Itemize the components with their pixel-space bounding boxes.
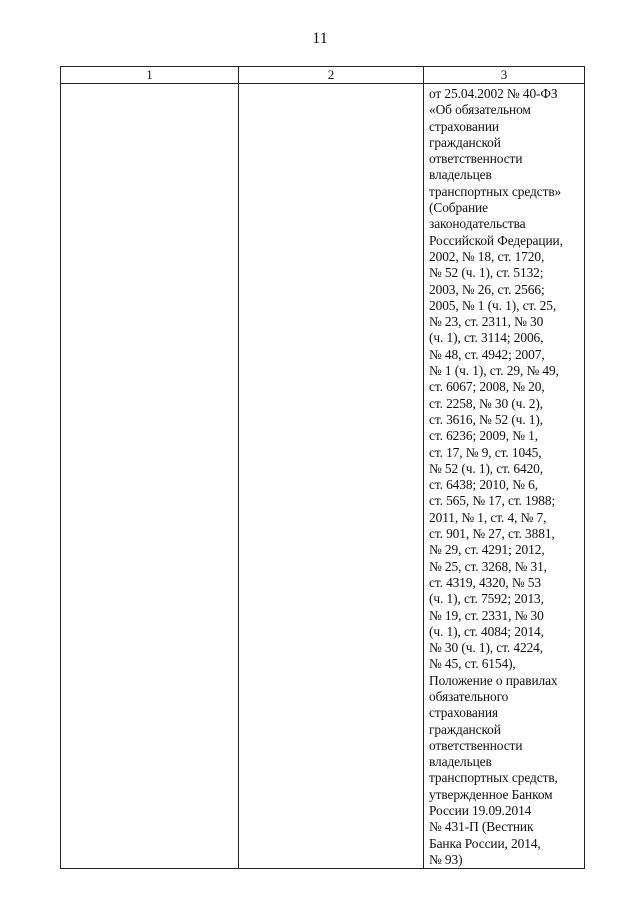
text-line: ст. 4319, 4320, № 53 — [429, 574, 541, 590]
text-line: 2002, № 18, ст. 1720, — [429, 248, 545, 264]
text-line: ст. 6438; 2010, № 6, — [429, 477, 538, 493]
text-line: ответственности — [429, 737, 523, 753]
table-cell-col1 — [61, 84, 239, 869]
text-line: № 30 (ч. 1), ст. 4224, — [429, 640, 544, 656]
column-header-1: 1 — [61, 67, 239, 84]
text-line: ст. 17, № 9, ст. 1045, — [429, 444, 542, 460]
text-line: № 25, ст. 3268, № 31, — [429, 558, 547, 574]
text-line: от 25.04.2002 № 40-ФЗ — [429, 86, 558, 101]
text-line: ст. 565, № 17, ст. 1988; — [429, 493, 556, 509]
text-line: законодательства — [429, 216, 526, 232]
table-row — [61, 84, 585, 869]
text-line: № 52 (ч. 1), ст. 6420, — [429, 460, 544, 476]
column-header-3: 3 — [424, 67, 585, 84]
text-line: страхования — [429, 705, 498, 721]
text-line: владельцев — [429, 167, 492, 183]
text-line: транспортных средств, — [429, 770, 558, 786]
column-header-2: 2 — [239, 67, 424, 84]
text-line: ст. 901, № 27, ст. 3881, — [429, 526, 555, 542]
legislation-table — [60, 66, 585, 869]
text-line: гражданской — [429, 134, 501, 150]
text-line: ст. 3616, № 52 (ч. 1), — [429, 411, 544, 427]
text-line: владельцев — [429, 754, 492, 770]
text-line: 2011, № 1, ст. 4, № 7, — [429, 509, 547, 525]
text-line: «Об обязательном — [429, 102, 531, 118]
legal-reference-text — [424, 84, 584, 868]
text-line: ст. 2258, № 30 (ч. 2), — [429, 395, 544, 411]
text-line: обязательного — [429, 688, 509, 704]
text-line: № 23, ст. 2311, № 30 — [429, 314, 544, 330]
text-line: № 1 (ч. 1), ст. 29, № 49, — [429, 363, 559, 379]
table-cell-col2 — [239, 84, 424, 869]
page-number: 11 — [312, 30, 328, 47]
text-line: № 93) — [429, 851, 463, 867]
text-line: № 48, ст. 4942; 2007, — [429, 346, 545, 362]
text-line: ответственности — [429, 151, 523, 167]
text-line: транспортных средств» — [429, 183, 562, 199]
text-line: (Собрание — [429, 200, 488, 216]
text-line: № 29, ст. 4291; 2012, — [429, 542, 545, 558]
text-line: № 52 (ч. 1), ст. 5132; — [429, 265, 544, 281]
text-line: 2003, № 26, ст. 2566; — [429, 281, 545, 297]
text-line: утвержденное Банком — [429, 786, 553, 802]
text-line: 2005, № 1 (ч. 1), ст. 25, — [429, 297, 557, 313]
table-cell-col3 — [424, 84, 585, 869]
text-line: Положение о правилах — [429, 672, 558, 688]
text-line: № 45, ст. 6154), — [429, 656, 516, 672]
text-line: Российской Федерации, — [429, 232, 563, 248]
text-line: России 19.09.2014 — [429, 803, 532, 819]
text-line: № 19, ст. 2331, № 30 — [429, 607, 544, 623]
text-line: № 431-П (Вестник — [429, 819, 534, 835]
text-line: ст. 6067; 2008, № 20, — [429, 379, 545, 395]
table-header-row — [61, 67, 585, 84]
text-line: ст. 6236; 2009, № 1, — [429, 428, 538, 444]
text-line: страховании — [429, 118, 499, 134]
text-line: (ч. 1), ст. 7592; 2013, — [429, 591, 544, 607]
text-line: Банка России, 2014, — [429, 835, 541, 851]
text-line: (ч. 1), ст. 4084; 2014, — [429, 623, 544, 639]
text-line: гражданской — [429, 721, 501, 737]
text-line: (ч. 1), ст. 3114; 2006, — [429, 330, 544, 346]
